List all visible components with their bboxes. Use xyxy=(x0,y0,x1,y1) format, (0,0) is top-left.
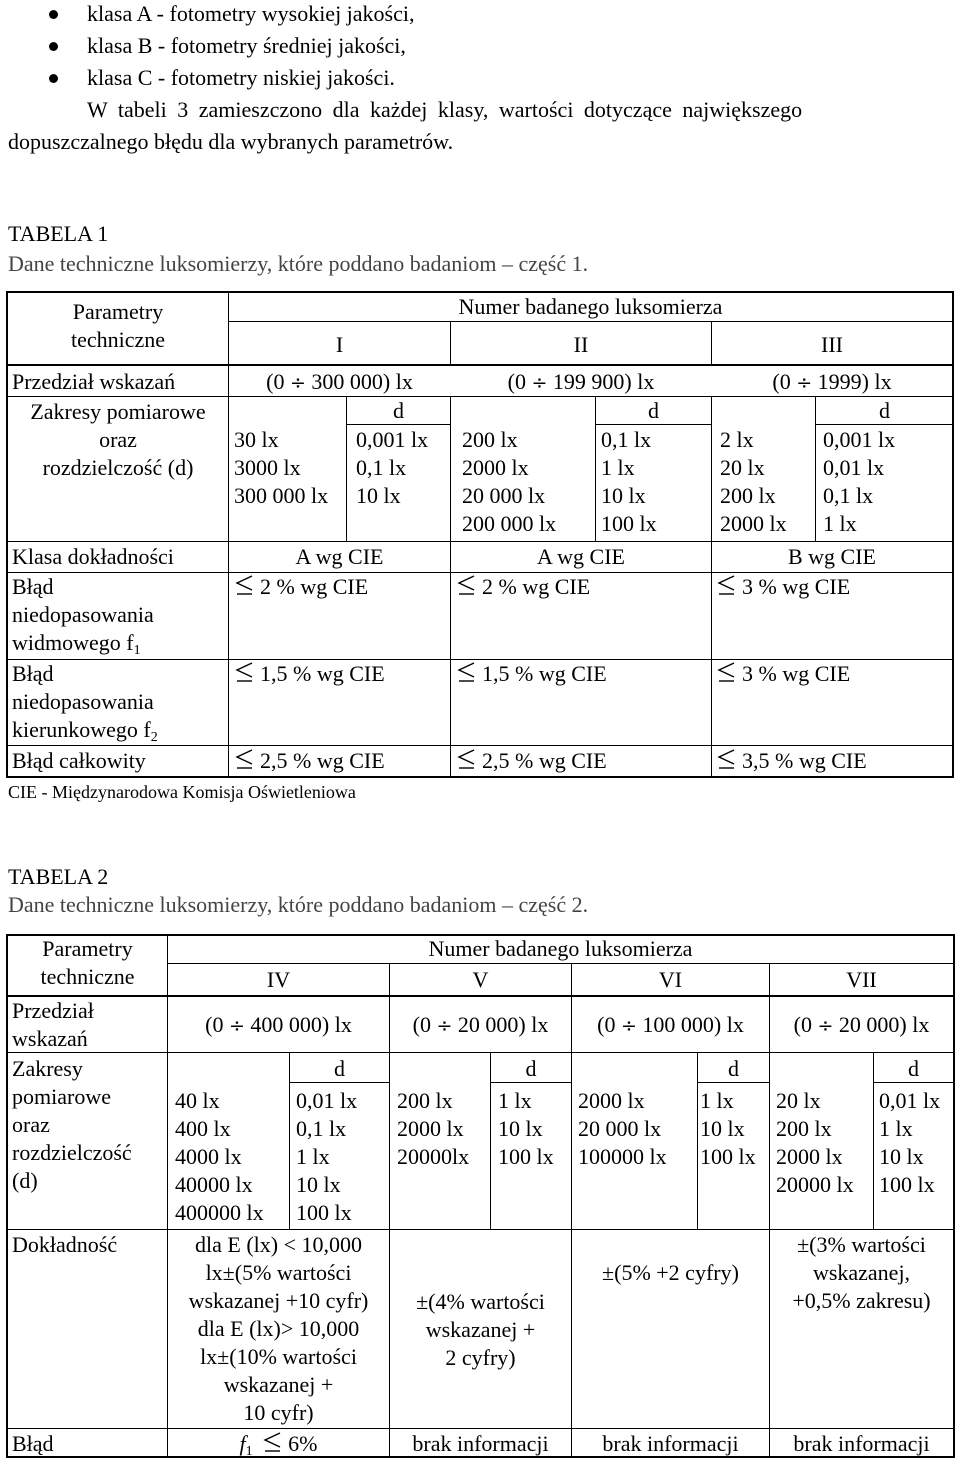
table2-range-VII: (0 ÷ 20 000) lx xyxy=(793,1012,930,1037)
table2-err-IV: $f_1$ 6% xyxy=(239,1431,318,1459)
table2-header-number: Numer badanego luksomierza xyxy=(428,936,693,961)
table1-header-number: Numer badanego luksomierza xyxy=(458,294,723,319)
table1-f1-III: 3 % wg CIE xyxy=(716,573,850,601)
table1-f1-I: 2 % wg CIE xyxy=(234,573,368,601)
less-equal-icon xyxy=(716,748,738,772)
table1-f2-label: Błąd niedopasowania kierunkowego $f_2$ xyxy=(12,661,158,745)
table1-header-param: Parametry techniczne xyxy=(70,299,166,352)
table2-err-VII: brak informacji xyxy=(793,1431,930,1456)
table1-klasa-II: A wg CIE xyxy=(537,544,625,569)
table1-label: TABELA 1 xyxy=(8,221,109,246)
bullet-icon xyxy=(49,74,58,83)
table1-f1-label: Błąd niedopasowania widmowego $f_1$ xyxy=(12,574,154,658)
less-equal-icon xyxy=(716,574,738,598)
table1-total-I: 2,5 % wg CIE xyxy=(234,747,385,775)
bullet-item: klasa B - fotometry średniej jakości, xyxy=(87,33,406,58)
table1-klasa-I: A wg CIE xyxy=(295,544,384,569)
less-equal-icon xyxy=(716,661,738,685)
less-equal-icon xyxy=(456,748,478,772)
table1-II-resolution: 0,1 lx 1 lx 10 lx 100 lx xyxy=(601,427,657,536)
bullet-item: klasa A - fotometry wysokiej jakości, xyxy=(87,1,415,26)
divide-icon: ÷ xyxy=(228,1015,245,1037)
table2-range-VI: (0 ÷ 100 000) lx xyxy=(597,1012,744,1037)
table1-range-I: (0 ÷ 300 000) lx xyxy=(266,369,413,394)
table1-d-header: d xyxy=(393,398,404,423)
table2-col-V: V xyxy=(472,967,489,992)
table1-f2-II: 1,5 % wg CIE xyxy=(456,660,607,688)
table2-header-param: Parametry techniczne xyxy=(40,936,135,989)
table1-caption: Dane techniczne luksomierzy, które poddano badaniom – część 1. xyxy=(8,251,589,276)
table1-d-header: d xyxy=(648,398,659,423)
table2-col-IV: IV xyxy=(266,967,291,992)
table2-V-ranges: 200 lx 2000 lx 20000lx xyxy=(397,1088,470,1169)
intro-paragraph-line: W tabeli 3 zamieszczono dla każdej klasy, wartości dotyczące największego xyxy=(87,97,803,122)
table1-col-I: I xyxy=(335,332,344,357)
table2-VI-resolution: 1 lx 10 lx 100 lx xyxy=(700,1088,756,1169)
table2-range-label: Przedział wskazań xyxy=(12,998,94,1051)
table2-IV-ranges: 40 lx 400 lx 4000 lx 40000 lx 400000 lx xyxy=(175,1088,264,1225)
table1-footnote: CIE - Międzynarodowa Komisja Oświetleniowa xyxy=(8,782,356,802)
table1-range-III: (0 ÷ 1999) lx xyxy=(772,369,892,394)
table2-acc-VII: ±(3% wartości wskazanej, +0,5% zakresu) xyxy=(792,1232,931,1313)
table1-total-III: 3,5 % wg CIE xyxy=(716,747,867,775)
table1-klasa-III: B wg CIE xyxy=(788,544,876,569)
table2-d-header: d xyxy=(728,1056,739,1081)
divide-icon: ÷ xyxy=(796,372,813,394)
table2-range-V: (0 ÷ 20 000) lx xyxy=(412,1012,549,1037)
table2-acc-IV: dla E (lx) < 10,000 lx±(5% wartości wskazanej +10 cyfr) dla E (lx)> 10,000 lx±(10% wartości wskazanej + 10 cyfr) xyxy=(188,1232,369,1425)
table2-acc-V: ±(4% wartości wskazanej + 2 cyfry) xyxy=(416,1289,545,1370)
table1-total-label: Błąd całkowity xyxy=(12,748,146,773)
table1-range-II: (0 ÷ 199 900) lx xyxy=(507,369,655,394)
table1-d-header: d xyxy=(879,398,890,423)
divide-icon: ÷ xyxy=(620,1015,637,1037)
table1-I-resolution: 0,001 lx 0,1 lx 10 lx xyxy=(356,427,429,508)
table1-col-III: III xyxy=(821,332,843,357)
intro-paragraph-line: dopuszczalnego błędu dla wybranych parametrów. xyxy=(8,129,454,154)
table1-I-ranges: 30 lx 3000 lx 300 000 lx xyxy=(234,427,329,508)
table2-col-VI: VI xyxy=(658,967,683,992)
table1-klasa-label: Klasa dokładności xyxy=(12,544,174,569)
table2-label: TABELA 2 xyxy=(8,864,109,889)
table1-f2-III: 3 % wg CIE xyxy=(716,660,850,688)
table2-range-IV: (0 ÷ 400 000) lx xyxy=(205,1012,352,1037)
table1-range-label: Przedział wskazań xyxy=(12,369,176,394)
table1-zakres-label: Zakresy pomiarowe oraz rozdzielczość (d) xyxy=(30,399,206,480)
divide-icon: ÷ xyxy=(817,1015,834,1037)
table2-VII-ranges: 20 lx 200 lx 2000 lx 20000 lx xyxy=(776,1088,854,1197)
table2-col-VII: VII xyxy=(846,967,877,992)
bullet-item: klasa C - fotometry niskiej jakości. xyxy=(87,65,395,90)
table2-err-V: brak informacji xyxy=(412,1431,549,1456)
table2-V-resolution: 1 lx 10 lx 100 lx xyxy=(498,1088,554,1169)
table2-d-header: d xyxy=(334,1056,345,1081)
table2-err-label: Błąd xyxy=(12,1431,54,1456)
table2-caption: Dane techniczne luksomierzy, które poddano badaniom – część 2. xyxy=(8,892,589,917)
less-equal-icon xyxy=(234,661,256,685)
less-equal-icon xyxy=(456,574,478,598)
less-equal-icon xyxy=(456,661,478,685)
table1-III-resolution: 0,001 lx 0,01 lx 0,1 lx 1 lx xyxy=(823,427,896,536)
table2-err-VI: brak informacji xyxy=(602,1431,739,1456)
table2-acc-label: Dokładność xyxy=(12,1232,118,1257)
table1-col-II: II xyxy=(573,332,589,357)
table1-total-II: 2,5 % wg CIE xyxy=(456,747,607,775)
table2-VII-resolution: 0,01 lx 1 lx 10 lx 100 lx xyxy=(879,1088,941,1197)
table2-VI-ranges: 2000 lx 20 000 lx 100000 lx xyxy=(578,1088,667,1169)
table1-II-ranges: 200 lx 2000 lx 20 000 lx 200 000 lx xyxy=(462,427,557,536)
divide-icon: ÷ xyxy=(289,372,306,394)
table2-IV-resolution: 0,01 lx 0,1 lx 1 lx 10 lx 100 lx xyxy=(296,1088,358,1225)
table2-d-header: d xyxy=(525,1056,537,1081)
table1-f1-II: 2 % wg CIE xyxy=(456,573,590,601)
less-equal-icon xyxy=(262,1431,284,1455)
bullet-icon xyxy=(49,10,58,19)
less-equal-icon xyxy=(234,574,256,598)
table2-zakres-label: Zakresy pomiarowe oraz rozdzielczość (d) xyxy=(12,1056,132,1193)
table1-III-ranges: 2 lx 20 lx 200 lx 2000 lx xyxy=(720,427,787,536)
divide-icon: ÷ xyxy=(436,1015,453,1037)
table2-d-header: d xyxy=(908,1056,919,1081)
bullet-icon xyxy=(49,42,58,51)
less-equal-icon xyxy=(234,748,256,772)
table1-f2-I: 1,5 % wg CIE xyxy=(234,660,385,688)
divide-icon: ÷ xyxy=(531,372,548,394)
table2-acc-VI: ±(5% +2 cyfry) xyxy=(602,1260,739,1285)
